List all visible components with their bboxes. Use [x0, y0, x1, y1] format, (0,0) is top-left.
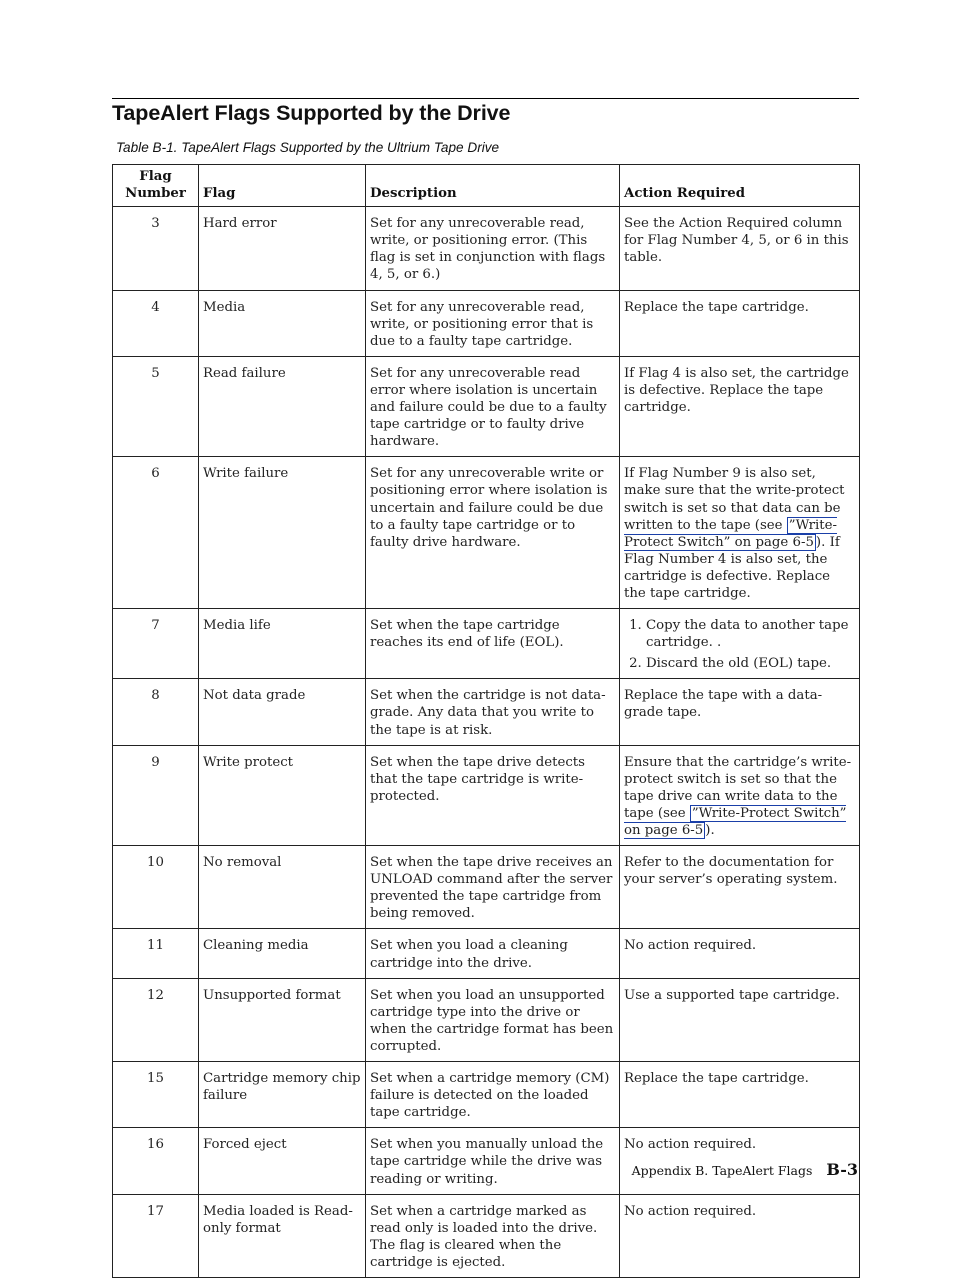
description-cell: Set when a cartridge memory (CM) failure is detected on the loaded tape cartridge.: [366, 1062, 620, 1128]
header-action-required: Action Required: [620, 165, 860, 207]
action-cell: [620, 609, 860, 679]
action-text-after-link: ).: [705, 823, 715, 838]
action-cell: No action required.: [620, 1194, 860, 1277]
description-cell: Set when you manually unload the tape cartridge while the drive was reading or writing.: [366, 1128, 620, 1194]
top-rule: [112, 98, 859, 99]
flag-cell: Write protect: [199, 745, 366, 845]
flag-cell: Forced eject: [199, 1128, 366, 1194]
footer-section-title: Appendix B. TapeAlert Flags: [631, 1163, 813, 1178]
flag-cell: Read failure: [199, 356, 366, 456]
table-caption: Table B-1. TapeAlert Flags Supported by the Ultrium Tape Drive: [116, 140, 500, 155]
flag-number-cell: 5: [113, 356, 199, 456]
table-row: [113, 846, 860, 929]
flag-number-cell: 4: [113, 290, 199, 356]
flag-number-cell: 3: [113, 207, 199, 290]
action-cell: Replace the tape with a data-grade tape.: [620, 679, 860, 745]
action-cell: No action required.: [620, 929, 860, 978]
description-cell: Set when the tape drive detects that the tape cartridge is write-protected.: [366, 745, 620, 845]
action-cell: Refer to the documentation for your server’s operating system.: [620, 846, 860, 929]
action-text-after-link: ). If Flag Number 4 is also set, the cartridge is defective. Replace the tape cartridge.: [624, 534, 840, 601]
description-cell: Set when you load a cleaning cartridge into the drive.: [366, 929, 620, 978]
action-step: 2. Discard the old (EOL) tape.: [646, 655, 855, 672]
flag-cell: Cleaning media: [199, 929, 366, 978]
header-flag-number-line1: Flag: [139, 169, 172, 184]
flag-number-cell: 15: [113, 1062, 199, 1128]
description-cell: Set when you load an unsupported cartridge type into the drive or when the cartridge format has been corrupted.: [366, 978, 620, 1061]
description-cell: Set when the tape cartridge reaches its end of life (EOL).: [366, 609, 620, 679]
action-cell: No action required.: [620, 1128, 860, 1194]
write-protect-switch-link[interactable]: ”Write-Protect Switch” on page 6-5: [624, 805, 847, 838]
table-row: [113, 679, 860, 745]
action-cell: Replace the tape cartridge.: [620, 290, 860, 356]
flag-cell: Cartridge memory chip failure: [199, 1062, 366, 1128]
flag-number-cell: 12: [113, 978, 199, 1061]
description-cell: Set for any unrecoverable write or positioning error where isolation is uncertain and failure could be due to a faulty tape cartridge or to faulty drive hardware.: [366, 457, 620, 609]
action-cell: [620, 745, 860, 845]
flag-number-cell: 7: [113, 609, 199, 679]
flag-cell: Hard error: [199, 207, 366, 290]
flag-cell: Unsupported format: [199, 978, 366, 1061]
description-cell: Set when the cartridge is not data-grade. Any data that you write to the tape is at risk.: [366, 679, 620, 745]
table-row: [113, 609, 860, 679]
table-row: [113, 356, 860, 456]
table-row: [113, 290, 860, 356]
flag-number-cell: 17: [113, 1194, 199, 1277]
table-row: [113, 207, 860, 290]
table-row: [113, 929, 860, 978]
flag-cell: Media life: [199, 609, 366, 679]
flag-number-cell: 16: [113, 1128, 199, 1194]
page-title: TapeAlert Flags Supported by the Drive: [112, 101, 511, 125]
action-steps-list: [624, 617, 855, 672]
flag-number-cell: 11: [113, 929, 199, 978]
tapealert-flags-table: [112, 164, 860, 1278]
header-flag: Flag: [199, 165, 366, 207]
write-protect-switch-link[interactable]: ”Write-Protect Switch” on page 6-5: [624, 517, 837, 550]
action-cell: See the Action Required column for Flag Number 4, 5, or 6 in this table.: [620, 207, 860, 290]
description-cell: Set when a cartridge marked as read only is loaded into the drive. The flag is cleared when the cartridge is ejected.: [366, 1194, 620, 1277]
action-text-before-link: If Flag Number 9 is also set, make sure that the write-protect switch is set so that data can be written to the tape (see: [624, 466, 845, 533]
table-row: [113, 1194, 860, 1277]
table-header-row: [113, 165, 860, 207]
flag-cell: No removal: [199, 846, 366, 929]
flag-number-cell: 9: [113, 745, 199, 845]
table-row: [113, 978, 860, 1061]
flag-cell: Media: [199, 290, 366, 356]
flag-cell: Write failure: [199, 457, 366, 609]
header-flag-number-line2: Number: [125, 186, 186, 202]
flag-number-cell: 8: [113, 679, 199, 745]
flag-number-cell: 6: [113, 457, 199, 609]
page-footer: [632, 1160, 858, 1179]
header-flag-number: [113, 165, 199, 207]
table-row: [113, 1062, 860, 1128]
table-row: [113, 457, 860, 609]
description-cell: Set when the tape drive receives an UNLOAD command after the server prevented the tape cartridge from being removed.: [366, 846, 620, 929]
description-cell: Set for any unrecoverable read, write, or positioning error. (This flag is set in conjunction with flags 4, 5, or 6.): [366, 207, 620, 290]
footer-page-number: B-3: [826, 1160, 858, 1179]
table-row: [113, 745, 860, 845]
action-step: 1. Copy the data to another tape cartridge. .: [646, 617, 855, 651]
description-cell: Set for any unrecoverable read, write, or positioning error that is due to a faulty tape cartridge.: [366, 290, 620, 356]
action-cell: Use a supported tape cartridge.: [620, 978, 860, 1061]
flag-cell: Not data grade: [199, 679, 366, 745]
flag-number-cell: 10: [113, 846, 199, 929]
flag-cell: Media loaded is Read-only format: [199, 1194, 366, 1277]
action-cell: Replace the tape cartridge.: [620, 1062, 860, 1128]
action-cell: If Flag 4 is also set, the cartridge is defective. Replace the tape cartridge.: [620, 356, 860, 456]
header-description: Description: [366, 165, 620, 207]
action-text-before-link: Ensure that the cartridge’s write-protect switch is set so that the tape drive can write data to the tape (see: [624, 754, 852, 821]
description-cell: Set for any unrecoverable read error where isolation is uncertain and failure could be due to a faulty tape cartridge or to faulty drive hardware.: [366, 356, 620, 456]
action-cell: [620, 457, 860, 609]
